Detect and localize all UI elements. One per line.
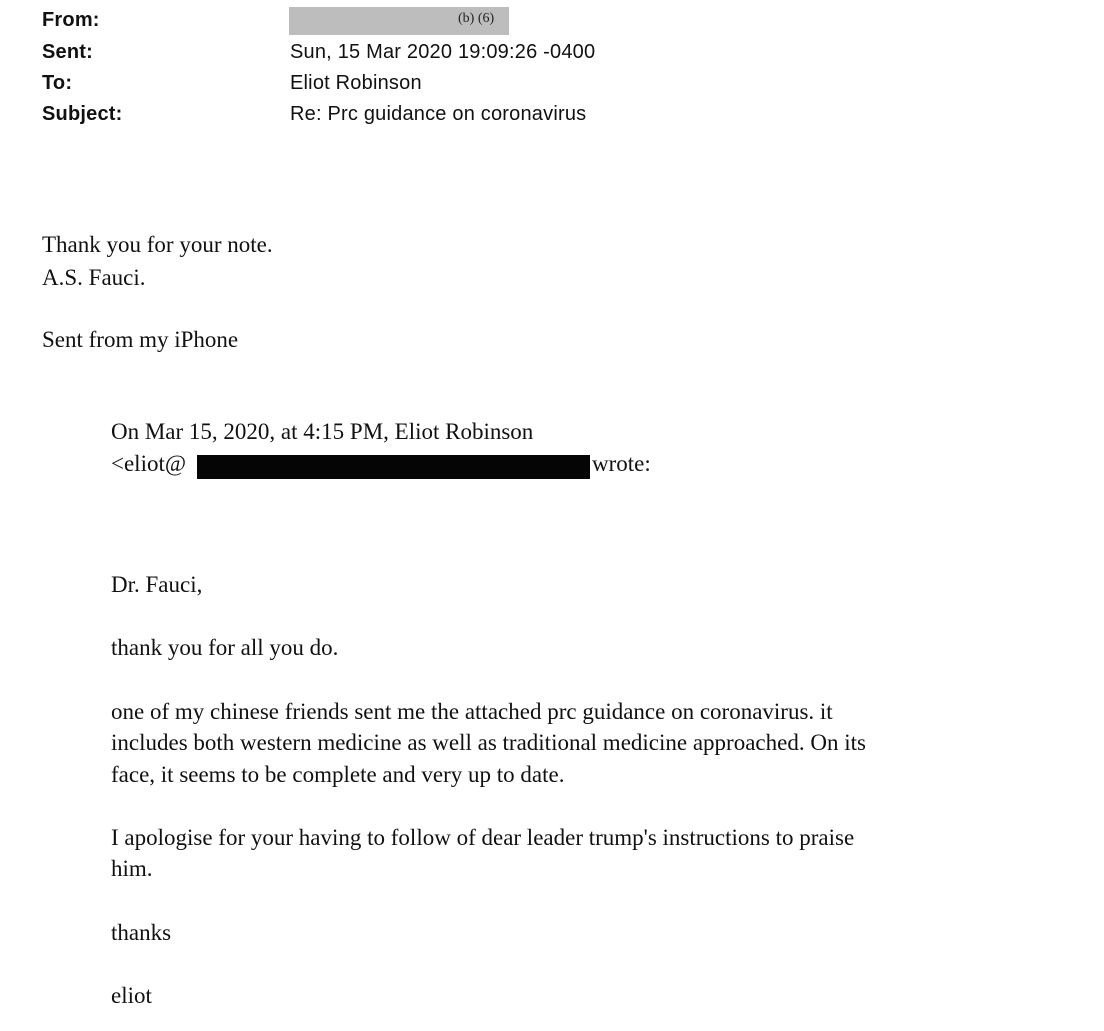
reply-line-2: A.S. Fauci. [42,265,146,290]
to-value: Eliot Robinson [290,72,422,94]
quoted-paragraph-1: thank you for all you do. [111,635,339,660]
quoted-attribution-line-1: On Mar 15, 2020, at 4:15 PM, Eliot Robinson [111,419,534,444]
sent-label: Sent: [42,41,93,63]
from-label: From: [42,9,100,31]
subject-value: Re: Prc guidance on coronavirus [290,103,587,125]
sent-value: Sun, 15 Mar 2020 19:09:26 -0400 [290,41,596,63]
from-redaction-code: (b) (6) [458,11,495,26]
quoted-paragraph-2-line-3: face, it seems to be complete and very up to date. [111,762,565,787]
quoted-paragraph-3-line-2: him. [111,856,153,881]
quoted-closing: thanks [111,920,172,945]
to-label: To: [42,72,73,94]
reply-line-1: Thank you for your note. [42,232,273,257]
quoted-attribution-wrote: wrote: [592,451,651,476]
quoted-attribution-email: <eliot@ [111,451,187,476]
reply-signature: Sent from my iPhone [42,327,239,352]
quoted-paragraph-2-line-2: includes both western medicine as well as traditional medicine approached. On its [111,730,866,755]
email-redaction-bar [197,455,590,479]
quoted-greeting: Dr. Fauci, [111,572,203,597]
quoted-paragraph-2-line-1: one of my chinese friends sent me the attached prc guidance on coronavirus. it [111,699,833,724]
quoted-paragraph-3-line-1: I apologise for your having to follow of dear leader trump's instructions to praise [111,825,855,850]
quoted-name: eliot [111,983,152,1008]
subject-label: Subject: [42,103,123,125]
